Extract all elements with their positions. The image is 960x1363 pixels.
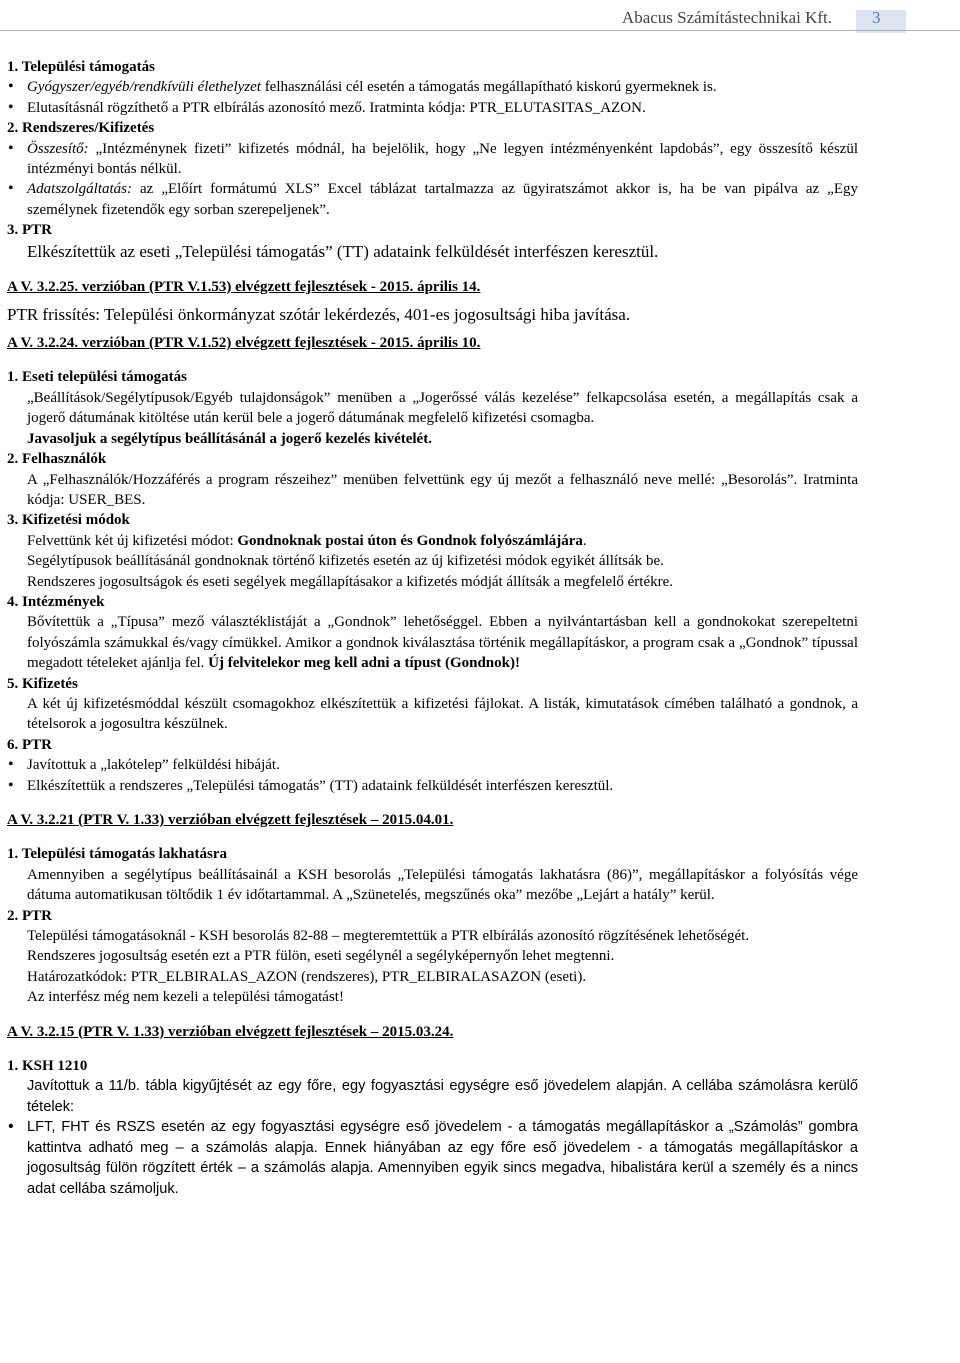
section-title: 1. KSH 1210 (7, 1058, 88, 1075)
section-title: 4. Intézmények (7, 593, 105, 610)
document-body (7, 57, 858, 1199)
paragraph: Települési támogatásoknál - KSH besorolás 82-88 – megteremtettük a PTR elbírálás azonosító rögzítésének lehetőségét. (27, 928, 750, 945)
section-title: 1. Települési támogatás (7, 59, 155, 75)
bullet-item: • Elutasításnál rögzíthető a PTR elbírálás azonosító mező. Iratminta kódja: PTR_ELUTASITAS_AZON. (7, 98, 858, 118)
bullet-item: • Javítottuk a „lakótelep” felküldési hibáját. (7, 755, 858, 775)
paragraph: Határozatkódok: PTR_ELBIRALAS_AZON (rendszeres), PTR_ELBIRALASAZON (eseti). (27, 968, 587, 985)
section-title: 3. PTR (7, 222, 52, 239)
paragraph: Amennyiben a segélytípus beállításainál a KSH besorolás „Települési támogatás lakhatásra (86)”, megállapításkor a folyósítás vége dátuma automatikusan töltődik 1 év időtartammal. A „Szünetelés, megszűnés oka” mezőbe „Lejárt a hatály” kerül. (27, 866, 858, 904)
paragraph: A „Felhasználók/Hozzáférés a program részeihez” menüben felvettünk egy új mezőt a felhasználó neve mellé: „Besorolás”. Iratminta kódja: USER_BES. (27, 471, 858, 508)
version-heading: A V. 3.2.24. verzióban (PTR V.1.52) elvégzett fejlesztések - 2015. április 10. (7, 335, 481, 352)
section-title: 5. Kifizetés (7, 675, 78, 692)
paragraph: A két új kifizetésmóddal készült csomagokhoz elkészítettük a kifizetési fájlokat. A listák, kimutatások címében található a gondnok, a tételsorok a jogosultra készülnek. (27, 695, 858, 733)
bullet-list (7, 1117, 858, 1199)
bullet-list (7, 77, 858, 118)
bullet-item: • LFT, FHT és RSZS esetén az egy fogyasztási egységre eső jövedelem - a támogatás megállapításkor a „Számolás” gombra kattintva adható meg – a számolás alapja. Ennek hiányában az egy főre eső jövedelem - a támogatás megállapításkor a jogosultság fülön rögzített érték – a számolás alapja. Amennyiben egyik sincs megadva, hibalistára kerül a személy és a nincs adat cellába számoljuk. (7, 1117, 858, 1199)
section-title: 3. Kifizetési módok (7, 512, 130, 529)
section-title: 2. Rendszeres/Kifizetés (7, 120, 155, 137)
paragraph: Rendszeres jogosultság esetén ezt a PTR fülön, eseti segélynél a segélyképernyőn lehet megtenni. (27, 948, 615, 965)
paragraph: PTR frissítés: Települési önkormányzat szótár lekérdezés, 401-es jogosultsági hiba javítása. (7, 305, 631, 325)
section-title: 6. PTR (7, 736, 52, 753)
paragraph: Felvettünk két új kifizetési módot: Gondnoknak postai úton és Gondnok folyószámlájára. (27, 532, 587, 549)
paragraph-bold: Javasoljuk a segélytípus beállításánál a jogerő kezelés kivételét. (27, 430, 432, 447)
bullet-item: • Adatszolgáltatás: az „Előírt formátumú XLS” Excel táblázat tartalmazza az ügyiratszámot akkor is, ha be van pipálva az „Egy személynek fizetendők egy sorban szerepeljenek”. (7, 179, 858, 220)
bullet-item: • Összesítő: „Intézménynek fizeti” kifizetés módnál, ha bejelölik, hogy „Ne legyen intézményenként lapdobás”, egy összesítő készül intézményi bontás nélkül. (7, 139, 858, 180)
paragraph: Az interfész még nem kezeli a települési támogatást! (27, 989, 344, 1006)
bullet-list (7, 139, 858, 221)
section-title: 1. Települési támogatás lakhatásra (7, 846, 228, 863)
header-rule (0, 30, 960, 31)
paragraph: Javítottuk a 11/b. tábla kigyűjtését az egy főre, egy fogyasztási egységre eső jövedelem alapján. A cellába számolásra kerülő tételek: (27, 1078, 858, 1115)
section-title: 2. PTR (7, 907, 52, 924)
section-title: 2. Felhasználók (7, 451, 107, 468)
paragraph: Bővítettük a „Típusa” mező választéklistáját a „Gondnok” lehetőséggel. Ebben a nyilvántartásban kell a gondnokokat szerepeltetni folyószámla számukkal és/vagy címükkel. Amikor a gondnok kiválasztása történik megállapításkor, a program csak a „Gondnok” típussal megadott tételeket ajánlja fel. Új felvitelekor meg kell adni a típust (Gondnok)! (27, 614, 858, 672)
bullet-item: • Elkészítettük a rendszeres „Települési támogatás” (TT) adataink felküldését interfészen keresztül. (7, 776, 858, 796)
version-heading: A V. 3.2.21 (PTR V. 1.33) verzióban elvégzett fejlesztések – 2015.04.01. (7, 812, 454, 828)
bullet-item: • Gyógyszer/egyéb/rendkívüli élethelyzet felhasználási cél esetén a támogatás megállapítható kiskorú gyermeknek is. (7, 77, 858, 97)
page-number: 3 (872, 8, 881, 27)
paragraph: Elkészítettük az eseti „Települési támogatás” (TT) adataink felküldését interfészen keresztül. (27, 241, 659, 261)
paragraph: „Beállítások/Segélytípusok/Egyéb tulajdonságok” menüben a „Jogerőssé válás kezelése” felkapcsolása esetén, a megállapítás csak a jogerő dátumának kitöltése után kerül bele a jogerő dátumának megfelelő kifizetési csomagba. (27, 389, 858, 427)
version-heading: A V. 3.2.25. verzióban (PTR V.1.53) elvégzett fejlesztések - 2015. április 14. (7, 278, 481, 295)
version-heading: A V. 3.2.15 (PTR V. 1.33) verzióban elvégzett fejlesztések – 2015.03.24. (7, 1023, 454, 1040)
paragraph: Segélytípusok beállításánál gondnoknak történő kifizetés esetén az új kifizetési módok egyikét állítsák be. (27, 553, 664, 570)
bullet-list (7, 755, 858, 796)
page-header (0, 6, 960, 28)
header-company: Abacus Számítástechnikai Kft. (621, 8, 832, 27)
paragraph: Rendszeres jogosultságok és eseti segélyek megállapításakor a kifizetés módját állítsák a megfelelő értékre. (27, 573, 674, 590)
section-title: 1. Eseti települési támogatás (7, 369, 187, 386)
